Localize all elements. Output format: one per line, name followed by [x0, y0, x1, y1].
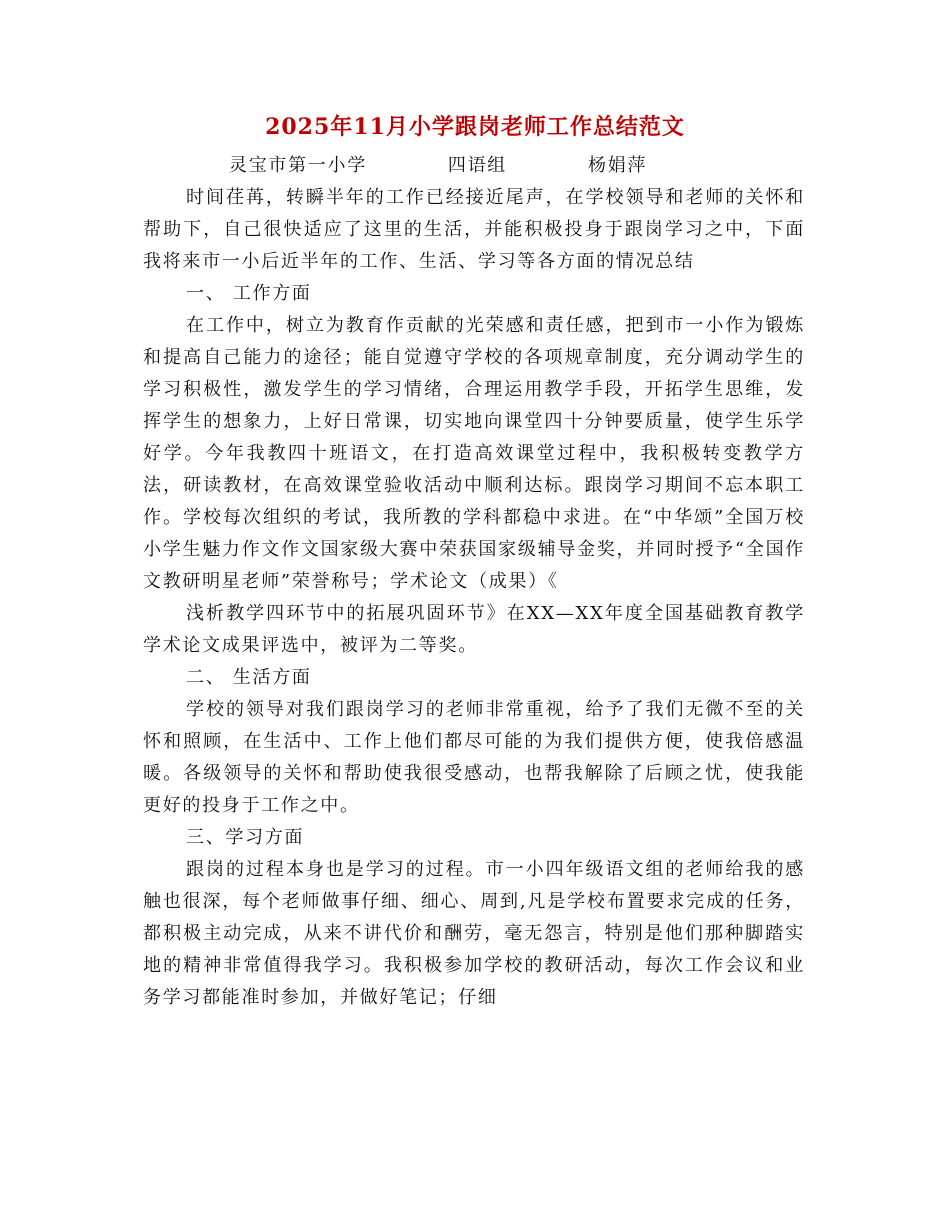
document-title: 2025年11月小学跟岗老师工作总结范文 — [265, 114, 685, 140]
study-paragraph: 跟岗的过程本身也是学习的过程。市一小四年级语文组的老师给我的感触也很深，每个老师做事仔细、细心、周到,凡是学校布置要求完成的任务，都积极主动完成，从来不讲代价和酬劳，毫无怨言，特别是他们那种脚踏实地的精神非常值得我学习。我积极参加学校的教研活动，每次工作会议和业务学习都能准时参加，并做好笔记；仔细 — [143, 859, 805, 1008]
author-group: 四语组 — [447, 155, 508, 176]
section-heading-work: 一、 工作方面 — [186, 283, 312, 304]
work-paragraph-continued: 浅析教学四环节中的拓展巩固环节》在XX—XX年度全国基础教育教学学术论文成果评选中，被评为二等奖。 — [143, 603, 805, 656]
section-heading-life: 二、 生活方面 — [186, 667, 312, 688]
document-body — [143, 150, 805, 1014]
author-school: 灵宝市第一小学 — [229, 155, 367, 176]
author-name: 杨娟萍 — [588, 155, 648, 176]
author-line — [143, 150, 805, 182]
work-paragraph: 在工作中，树立为教育作贡献的光荣感和责任感，把到市一小作为锻炼和提高自己能力的途径；能自觉遵守学校的各项规章制度，充分调动学生的学习积极性，激发学生的学习情绪，合理运用教学手段，开拓学生思维，发挥学生的想象力，上好日常课，切实地向课堂四十分钟要质量，使学生乐学好学。今年我教四十班语文，在打造高效课堂过程中，我积极转变教学方法，研读教材，在高效课堂验收活动中顺利达标。跟岗学习期间不忘本职工作。学校每次组织的考试，我所教的学科都稳中求进。在“中华颂”全国万校小学生魅力作文作文国家级大赛中荣获国家级辅导金奖，并同时授予“全国作文教研明星老师”荣誉称号；学术论文（成果）《 — [143, 315, 805, 592]
life-paragraph: 学校的领导对我们跟岗学习的老师非常重视，给予了我们无微不至的关怀和照顾，在生活中、工作上他们都尽可能的为我们提供方便，使我倍感温暖。各级领导的关怀和帮助使我很受感动，也帮我解除了后顾之忧，使我能更好的投身于工作之中。 — [143, 699, 805, 816]
section-heading-study: 三、学习方面 — [186, 827, 305, 848]
intro-paragraph: 时间荏苒，转瞬半年的工作已经接近尾声，在学校领导和老师的关怀和帮助下，自己很快适应了这里的生活，并能积极投身于跟岗学习之中，下面我将来市一小后近半年的工作、生活、学习等各方面的情况总结 — [143, 187, 805, 272]
